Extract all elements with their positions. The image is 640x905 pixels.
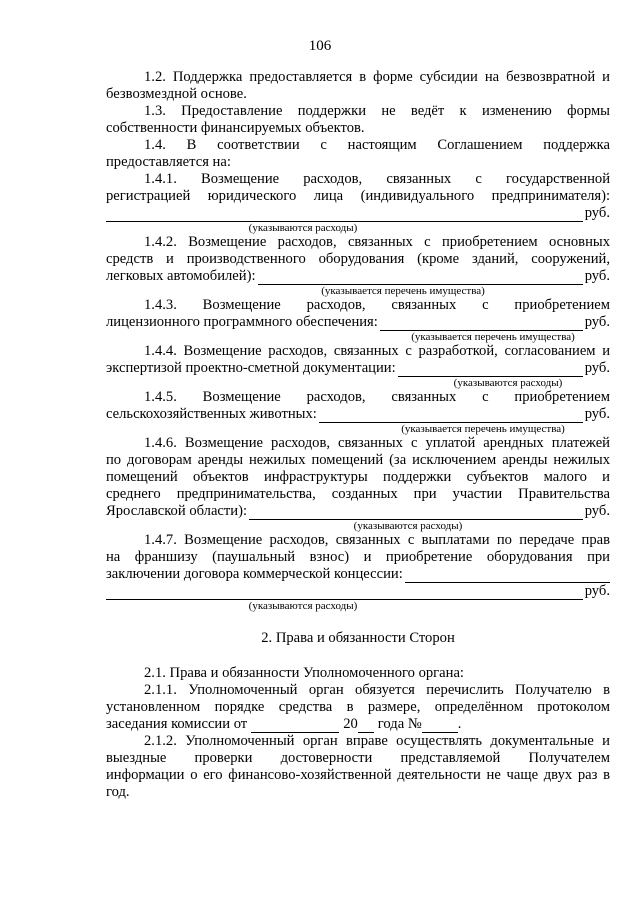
page-number: 106: [308, 38, 332, 54]
clause-line: помещений объектов инфраструктуры поддержки субъектов малого и: [106, 469, 610, 485]
clause-line: 1.4.6. Возмещение расходов, связанных с уплатой арендных платежей: [144, 435, 610, 451]
clause-line: легковых автомобилей):: [106, 268, 256, 284]
clause-line: 1.4.4. Возмещение расходов, связанных с разработкой, согласованием и: [144, 343, 610, 359]
clause-line: год.: [106, 784, 130, 800]
clause-line: предоставляется на:: [106, 154, 231, 170]
fill-line-protocol: заседания комиссии от 20 года № .: [106, 716, 462, 732]
fill-line-property-1: [106, 268, 610, 285]
currency-label: руб.: [584, 503, 610, 519]
year-blank-field[interactable]: [358, 719, 374, 733]
clause-line: по договорам аренды нежилых помещений (за исключением аренды нежилых: [106, 452, 610, 468]
clause-line: заседания комиссии от: [106, 716, 248, 732]
blank-field[interactable]: [405, 569, 610, 583]
clause-1-4-1: [106, 171, 610, 205]
clause-line: 2.1. Права и обязанности Уполномоченного органа:: [144, 665, 464, 681]
clause-line: Ярославской области):: [106, 503, 248, 519]
clause-line: установленном порядке средства в размере, определённом протоколом: [106, 699, 610, 715]
fill-line-franchise-b: [106, 583, 610, 600]
clause-line: 1.4.7. Возмещение расходов, связанных с выплатами по передаче прав: [144, 532, 610, 548]
field-hint: (указывается перечень имущества): [321, 285, 485, 297]
field-hint: (указываются расходы): [248, 600, 358, 612]
clause-2-1-2: [106, 733, 610, 801]
clause-line: информации о его финансово-хозяйственной деятельности не чаще двух раз в: [106, 767, 610, 783]
clause-line: собственности финансируемых объектов.: [106, 120, 365, 136]
clause-line: 1.4.1. Возмещение расходов, связанных с государственной: [144, 171, 610, 187]
clause-1-4-2: [106, 234, 610, 268]
fill-line-expenses-1: [106, 205, 610, 222]
field-hint: (указываются расходы): [453, 377, 563, 389]
currency-label: руб.: [584, 583, 610, 599]
clause-line: 1.4.2. Возмещение расходов, связанных с приобретением основных: [144, 234, 610, 250]
clause-line: сельскохозяйственных животных:: [106, 406, 317, 422]
currency-label: руб.: [584, 205, 610, 221]
clause-1-4-5: [106, 389, 610, 406]
blank-field[interactable]: [380, 317, 583, 331]
clause-1-4-7: [106, 532, 610, 566]
number-label: года №: [377, 716, 422, 732]
clause-1-4-6: [106, 435, 610, 503]
clause-line: 1.4. В соответствии с настоящим Соглашением поддержка: [144, 137, 610, 153]
field-hint: (указывается перечень имущества): [411, 331, 575, 343]
blank-field[interactable]: [106, 586, 583, 600]
blank-field[interactable]: [249, 506, 583, 520]
clause-line: 1.3. Предоставление поддержки не ведёт к изменению формы: [144, 103, 610, 119]
field-hint: (указываются расходы): [248, 222, 358, 234]
fill-line-software: [106, 314, 610, 331]
number-blank-field[interactable]: [422, 719, 458, 733]
fill-line-franchise-a: [106, 566, 610, 583]
currency-label: руб.: [584, 360, 610, 376]
clause-line: 2.1.1. Уполномоченный орган обязуется перечислить Получателю в: [144, 682, 610, 698]
fill-line-design-docs: [106, 360, 610, 377]
blank-field[interactable]: [319, 409, 583, 423]
clause-line: выездные проверки достоверности представляемой Получателем: [106, 750, 610, 766]
clause-line: среднего предпринимательства, созданных при участии Правительства: [106, 486, 610, 502]
clause-line: заключении договора коммерческой концессии:: [106, 566, 403, 582]
clause-line: 1.2. Поддержка предоставляется в форме субсидии на безвозвратной и: [144, 69, 610, 85]
blank-field[interactable]: [398, 363, 583, 377]
clause-2-1-1: [106, 682, 610, 716]
clause-1-4-3: [106, 297, 610, 314]
fill-line-animals: [106, 406, 610, 423]
clause-1-4: [106, 137, 610, 171]
clause-line: 2.1.2. Уполномоченный орган вправе осуществлять документальные и: [144, 733, 610, 749]
currency-label: руб.: [584, 314, 610, 330]
clause-1-3: [106, 103, 610, 137]
clause-line: средств и производственного оборудования (кроме зданий, сооружений,: [106, 251, 610, 267]
fill-line-rent: [106, 503, 610, 520]
year-prefix: 20: [343, 716, 358, 732]
clause-line: лицензионного программного обеспечения:: [106, 314, 378, 330]
section-2-title: 2. Права и обязанности Сторон: [261, 630, 455, 646]
clause-line: экспертизой проектно-сметной документации:: [106, 360, 396, 376]
currency-label: руб.: [584, 406, 610, 422]
clause-1-2: [106, 69, 610, 103]
blank-field[interactable]: [106, 208, 583, 222]
document-body: [106, 69, 610, 801]
clause-line: регистрацией юридического лица (индивидуального предпринимателя):: [106, 188, 610, 204]
field-hint: (указывается перечень имущества): [401, 423, 565, 435]
date-blank-field[interactable]: [251, 719, 339, 733]
clause-1-4-4: [106, 343, 610, 360]
clause-line: 1.4.3. Возмещение расходов, связанных с приобретением: [144, 297, 610, 313]
clause-line: на франшизу (паушальный взнос) и приобретение оборудования при: [106, 549, 610, 565]
currency-label: руб.: [584, 268, 610, 284]
clause-line: безвозмездной основе.: [106, 86, 247, 102]
blank-field[interactable]: [258, 271, 583, 285]
clause-line: 1.4.5. Возмещение расходов, связанных с приобретением: [144, 389, 610, 405]
clause-2-1: [106, 665, 610, 682]
field-hint: (указываются расходы): [353, 520, 463, 532]
